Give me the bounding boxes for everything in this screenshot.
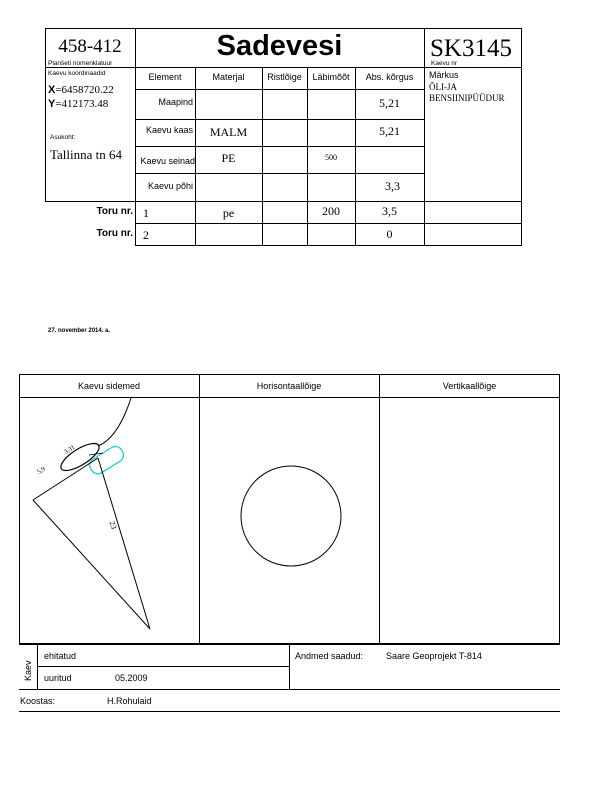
- pipe-number: 2: [143, 228, 149, 242]
- drawing-header-vertical: Vertikaallõige: [442, 381, 497, 391]
- drawing-header-connections: Kaevu sidemed: [77, 381, 141, 391]
- row-elevation: 5,21: [379, 124, 400, 138]
- plan-label: Planšeti nomenklatuur: [48, 60, 113, 67]
- author-value: H.Rohulaid: [107, 696, 152, 706]
- document-date: 27. november 2014. a.: [48, 328, 111, 334]
- source-value: Saare Geoprojekt T-814: [386, 651, 482, 661]
- author-label: Koostas:: [20, 696, 56, 706]
- dimension-label: 23: [107, 520, 119, 531]
- well-number: SK3145: [430, 35, 512, 62]
- coord-x: [48, 84, 114, 96]
- page-title: Sadevesi: [216, 30, 343, 62]
- row-element: Kaevu kaas: [145, 125, 193, 135]
- remarks-line-2: BENSIINIPÜÜDUR: [429, 93, 505, 103]
- dimension-label: 5,9: [36, 465, 47, 476]
- pipe-elevation: 0: [386, 227, 393, 241]
- row-elevation: 5,21: [379, 96, 400, 110]
- pipe-label: Toru nr.: [96, 206, 133, 217]
- surveyed-value: 05.2009: [115, 673, 148, 683]
- row-element: Maapind: [158, 97, 193, 107]
- plan-number: 458-412: [58, 36, 122, 57]
- row-elevation: 3,3: [385, 179, 400, 193]
- coord-y-prefix: Y: [48, 98, 56, 110]
- location-label: Asukoht:: [50, 134, 76, 141]
- source-label: Andmed saadud:: [295, 651, 364, 661]
- pipe-label: Toru nr.: [96, 228, 133, 239]
- pipe-material: pe: [222, 206, 235, 220]
- col-header-element: Element: [148, 72, 182, 82]
- dimension-label: 3,31: [63, 443, 77, 456]
- pipe-number: 1: [143, 206, 149, 220]
- row-material: PE: [221, 151, 236, 165]
- row-element: Kaevu põhi: [147, 181, 193, 191]
- coord-x-value: =6458720.22: [55, 84, 114, 96]
- coord-y-value: =412173.48: [55, 98, 109, 110]
- col-header-diameter: Läbimõõt: [312, 72, 350, 82]
- surveyed-label: uuritud: [44, 673, 72, 683]
- horizontal-section-circle: [240, 465, 342, 567]
- built-label: ehitatud: [44, 651, 77, 661]
- footer-side-label: Kaev: [23, 660, 33, 681]
- row-element: Kaevu seinad: [140, 156, 195, 166]
- coord-x-prefix: X: [48, 84, 56, 96]
- col-header-section: Ristlõige: [267, 72, 302, 82]
- row-material: MALM: [209, 125, 248, 139]
- row-diameter: 500: [325, 153, 337, 162]
- col-header-elevation: Abs. kõrgus: [365, 72, 414, 82]
- coord-y: [48, 98, 108, 110]
- drawing-header-horizontal: Horisontaallõige: [256, 381, 322, 391]
- col-header-material: Materjal: [212, 72, 245, 82]
- coords-label: Kaevu koordinaadid: [48, 70, 106, 77]
- remarks-label: Märkus: [429, 70, 459, 80]
- well-label: Kaevu nr: [431, 60, 458, 67]
- remarks-line-1: ÕLI-JA: [429, 82, 457, 92]
- pipe-elevation: 3,5: [382, 204, 397, 218]
- location-value: Tallinna tn 64: [50, 147, 123, 162]
- connections-sketch: [20, 398, 198, 643]
- pipe-diameter: 200: [322, 204, 340, 218]
